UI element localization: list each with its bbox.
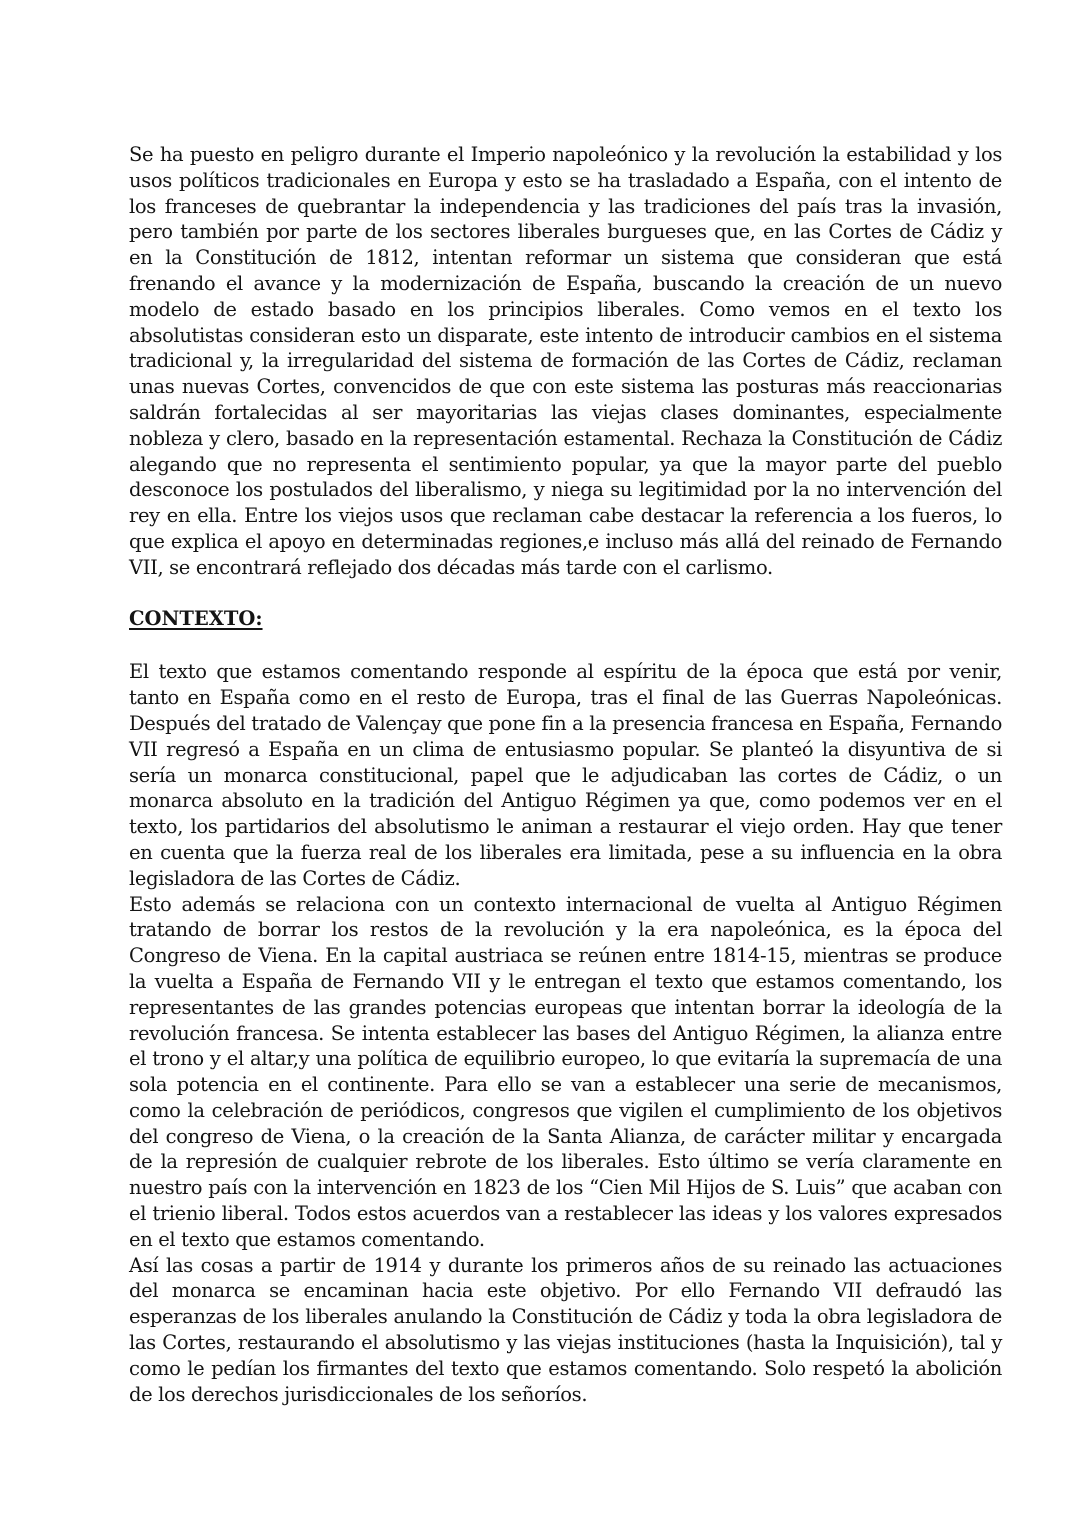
document-page — [129, 142, 1002, 1407]
context-paragraph-1: El texto que estamos comentando responde al espíritu de la época que está por venir, tanto en España como en el resto de Europa, tras el final de las Guerras Napoleónicas. Después del tratado de Valençay que pone fin a la presencia francesa en España, Fernando VII regresó a España en un clima de entusiasmo popular. Se planteó la disyuntiva de si sería un monarca constitucional, papel que le adjudicaban las cortes de Cádiz, o un monarca absoluto en la tradición del Antiguo Régimen ya que, como podemos ver en el texto, los partidarios del absolutismo le animan a restaurar el viejo orden. Hay que tener en cuenta que la fuerza real de los liberales era limitada, pese a su influencia en la obra legisladora de las Cortes de Cádiz. — [129, 660, 1002, 890]
intro-paragraph: Se ha puesto en peligro durante el Imperio napoleónico y la revolución la estabilidad y los usos políticos tradicionales en Europa y esto se ha trasladado a España, con el intento de los franceses de quebrantar la independencia y las tradiciones del país tras la invasión, pero también por parte de los sectores liberales burgueses que, en las Cortes de Cádiz y en la Constitución de 1812, intentan reformar un sistema que consideran que está frenando el avance y la modernización de España, buscando la creación de un nuevo modelo de estado basado en los principios liberales. Como vemos en el texto los absolutistas consideran esto un disparate, este intento de introducir cambios en el sistema tradicional y, la irregularidad del sistema de formación de las Cortes de Cádiz, reclaman unas nuevas Cortes, convencidos de que con este sistema las posturas más reaccionarias saldrán fortalecidas al ser mayoritarias las viejas clases dominantes, especialmente nobleza y clero, basado en la representación estamental. Rechaza la Constitución de Cádiz alegando que no representa el sentimiento popular, ya que la mayor parte del pueblo desconoce los postulados del liberalismo, y niega su legitimidad por la no intervención del rey en ella. Entre los viejos usos que reclaman cabe destacar la referencia a los fueros, lo que explica el apoyo en determinadas regiones,e incluso más allá del reinado de Fernando VII, se encontrará reflejado dos décadas más tarde con el carlismo. — [129, 143, 1002, 579]
context-paragraph-3: Así las cosas a partir de 1914 y durante los primeros años de su reinado las actuaciones del monarca se encaminan hacia este objetivo. Por ello Fernando VII defraudó las esperanzas de los liberales anulando la Constitución de Cádiz y toda la obra legisladora de las Cortes, restaurando el absolutismo y las viejas instituciones (hasta la Inquisición), tal y como le pedían los firmantes del texto que estamos comentando. Solo respetó la abolición de los derechos jurisdiccionales de los señoríos. — [129, 1253, 1002, 1406]
context-paragraph-2: Esto además se relaciona con un contexto internacional de vuelta al Antiguo Régimen tratando de borrar los restos de la revolución y la era napoleónica, es la época del Congreso de Viena. En la capital austriaca se reúnen entre 1814-15, mientras se produce la vuelta a España de Fernando VII y le entregan el texto que estamos comentando, los representantes de las grandes potencias europeas que intentan borrar la ideología de la revolución francesa. Se intenta establecer las bases del Antiguo Régimen, la alianza entre el trono y el altar,y una política de equilibrio europeo, lo que evitaría la supremacía de una sola potencia en el continente. Para ello se van a establecer una serie de mecanismos, como la celebración de periódicos, congresos que vigilen el cumplimiento de los objetivos del congreso de Viena, o la creación de la Santa Alianza, de carácter militar y encargada de la represión de cualquier rebrote de los liberales. Esto último se vería claramente en nuestro país con la intervención en 1823 de los “Cien Mil Hijos de S. Luis” que acaban con el trienio liberal. Todos estos acuerdos van a restablecer las ideas y los valores expresados en el texto que estamos comentando. — [129, 892, 1002, 1251]
section-heading-contexto: CONTEXTO: — [129, 606, 263, 630]
